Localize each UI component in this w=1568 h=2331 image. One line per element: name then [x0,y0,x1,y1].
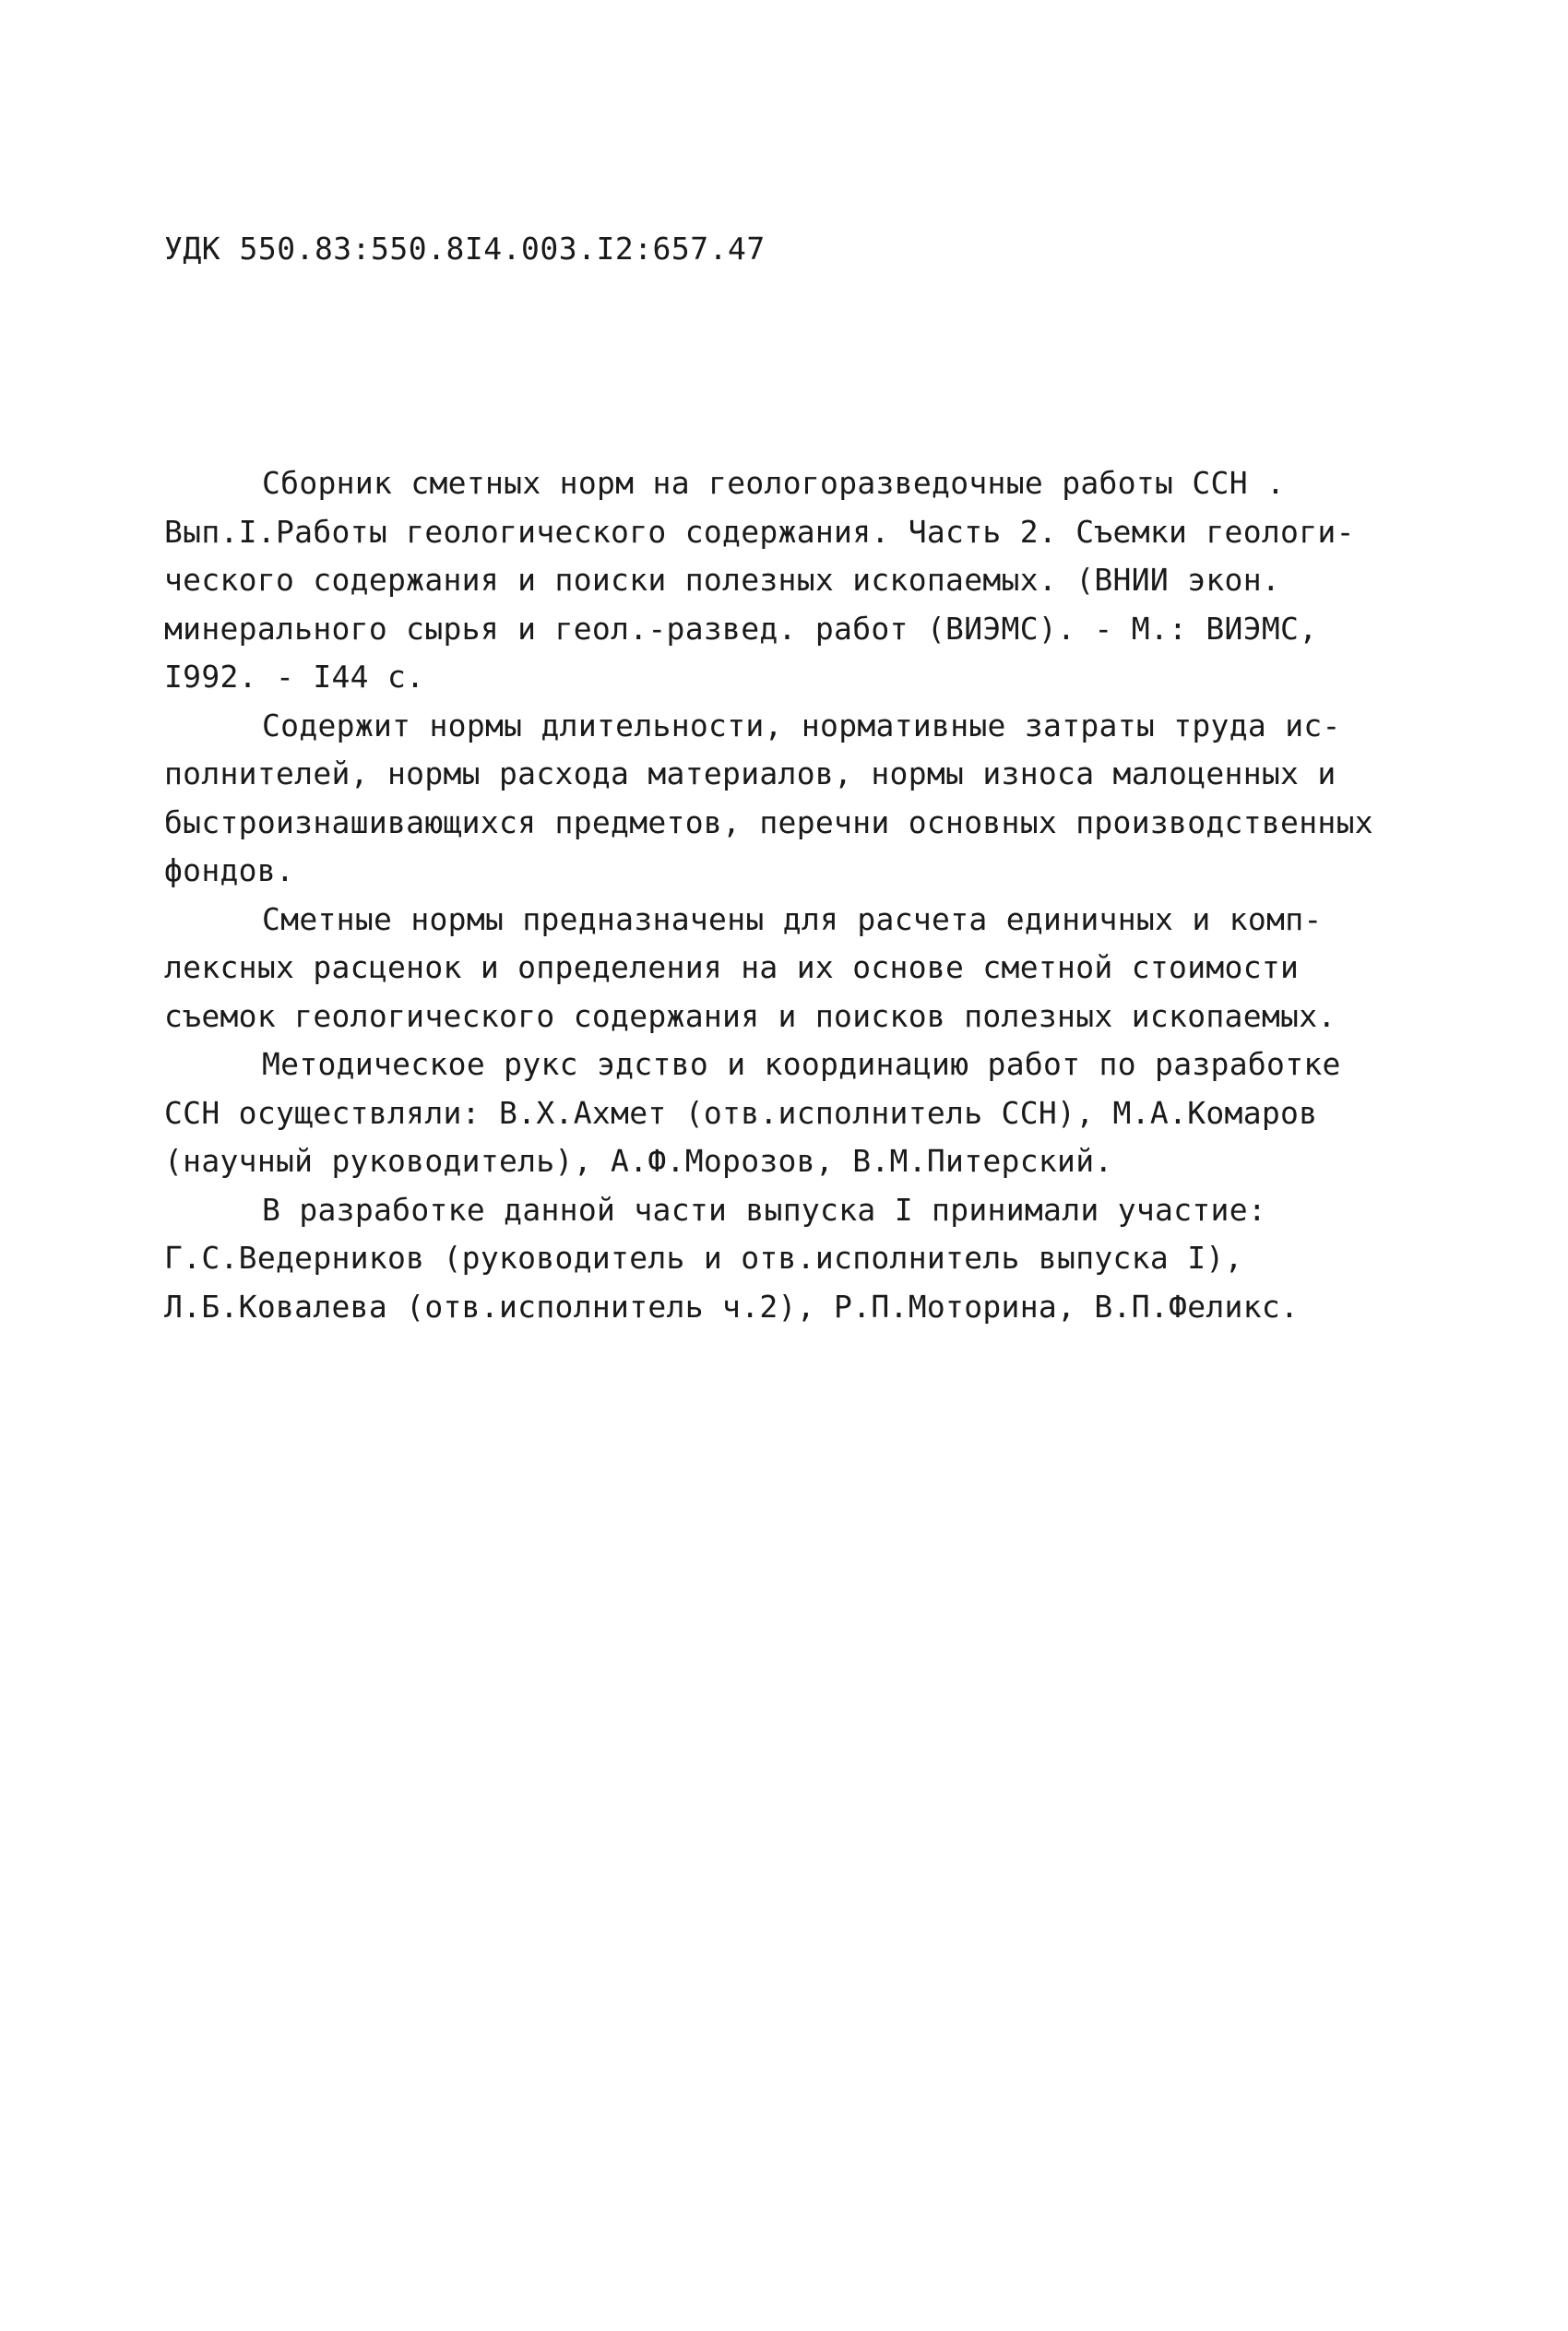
paragraph-line: В разработке данной части выпуска I принимали участие: [262,1191,1267,1228]
paragraph-line: Вып.I.Работы геологического содержания. Часть 2. Съемки геологи- [164,513,1355,550]
paragraph-line: лексных расценок и определения на их основе сметной стоимости [164,949,1300,985]
abstract-text [164,459,1437,1331]
paragraph-line: Сметные нормы предназначены для расчета единичных и комп- [262,900,1323,937]
methodology-paragraph [164,1041,1437,1186]
paragraph-line: ческого содержания и поиски полезных ископаемых. (ВНИИ экон. [164,562,1281,598]
paragraph-line: минерального сырья и геол.-развед. работ (ВИЭМС). - М.: ВИЭМС, [164,610,1318,647]
paragraph-line: Г.С.Ведерников (руководитель и отв.исполнитель выпуска I), [164,1240,1243,1276]
paragraph-line: Содержит нормы длительности, нормативные затраты труда ис- [262,707,1341,743]
purpose-paragraph [164,896,1437,1041]
paragraph-line: Методическое рукс эдство и координацию работ по разработке [262,1046,1341,1082]
paragraph-line: полнителей, нормы расхода материалов, нормы износа малоценных и [164,755,1336,791]
paragraph-line: Сборник сметных норм на геологоразведочные работы ССН . [262,465,1286,501]
contributors-paragraph [164,1186,1437,1332]
contents-paragraph [164,702,1437,896]
udk-code: УДК 550.83:550.8I4.003.I2:657.47 [164,231,766,267]
paragraph-line: быстроизнашивающихся предметов, перечни основных производственных [164,803,1373,840]
paragraph-line: фондов. [164,852,295,888]
paragraph-line: I992. - I44 с. [164,659,425,695]
paragraph-line: ССН осуществляли: В.Х.Ахмет (отв.исполнитель ССН), М.А.Комаров [164,1094,1318,1131]
paragraph-line: (научный руководитель), А.Ф.Морозов, В.М.Питерский. [164,1143,1113,1179]
paragraph-line: съемок геологического содержания и поисков полезных ископаемых. [164,997,1336,1034]
bibliographic-paragraph [164,459,1437,702]
paragraph-line: Л.Б.Ковалева (отв.исполнитель ч.2), Р.П.Моторина, В.П.Феликс. [164,1288,1300,1325]
